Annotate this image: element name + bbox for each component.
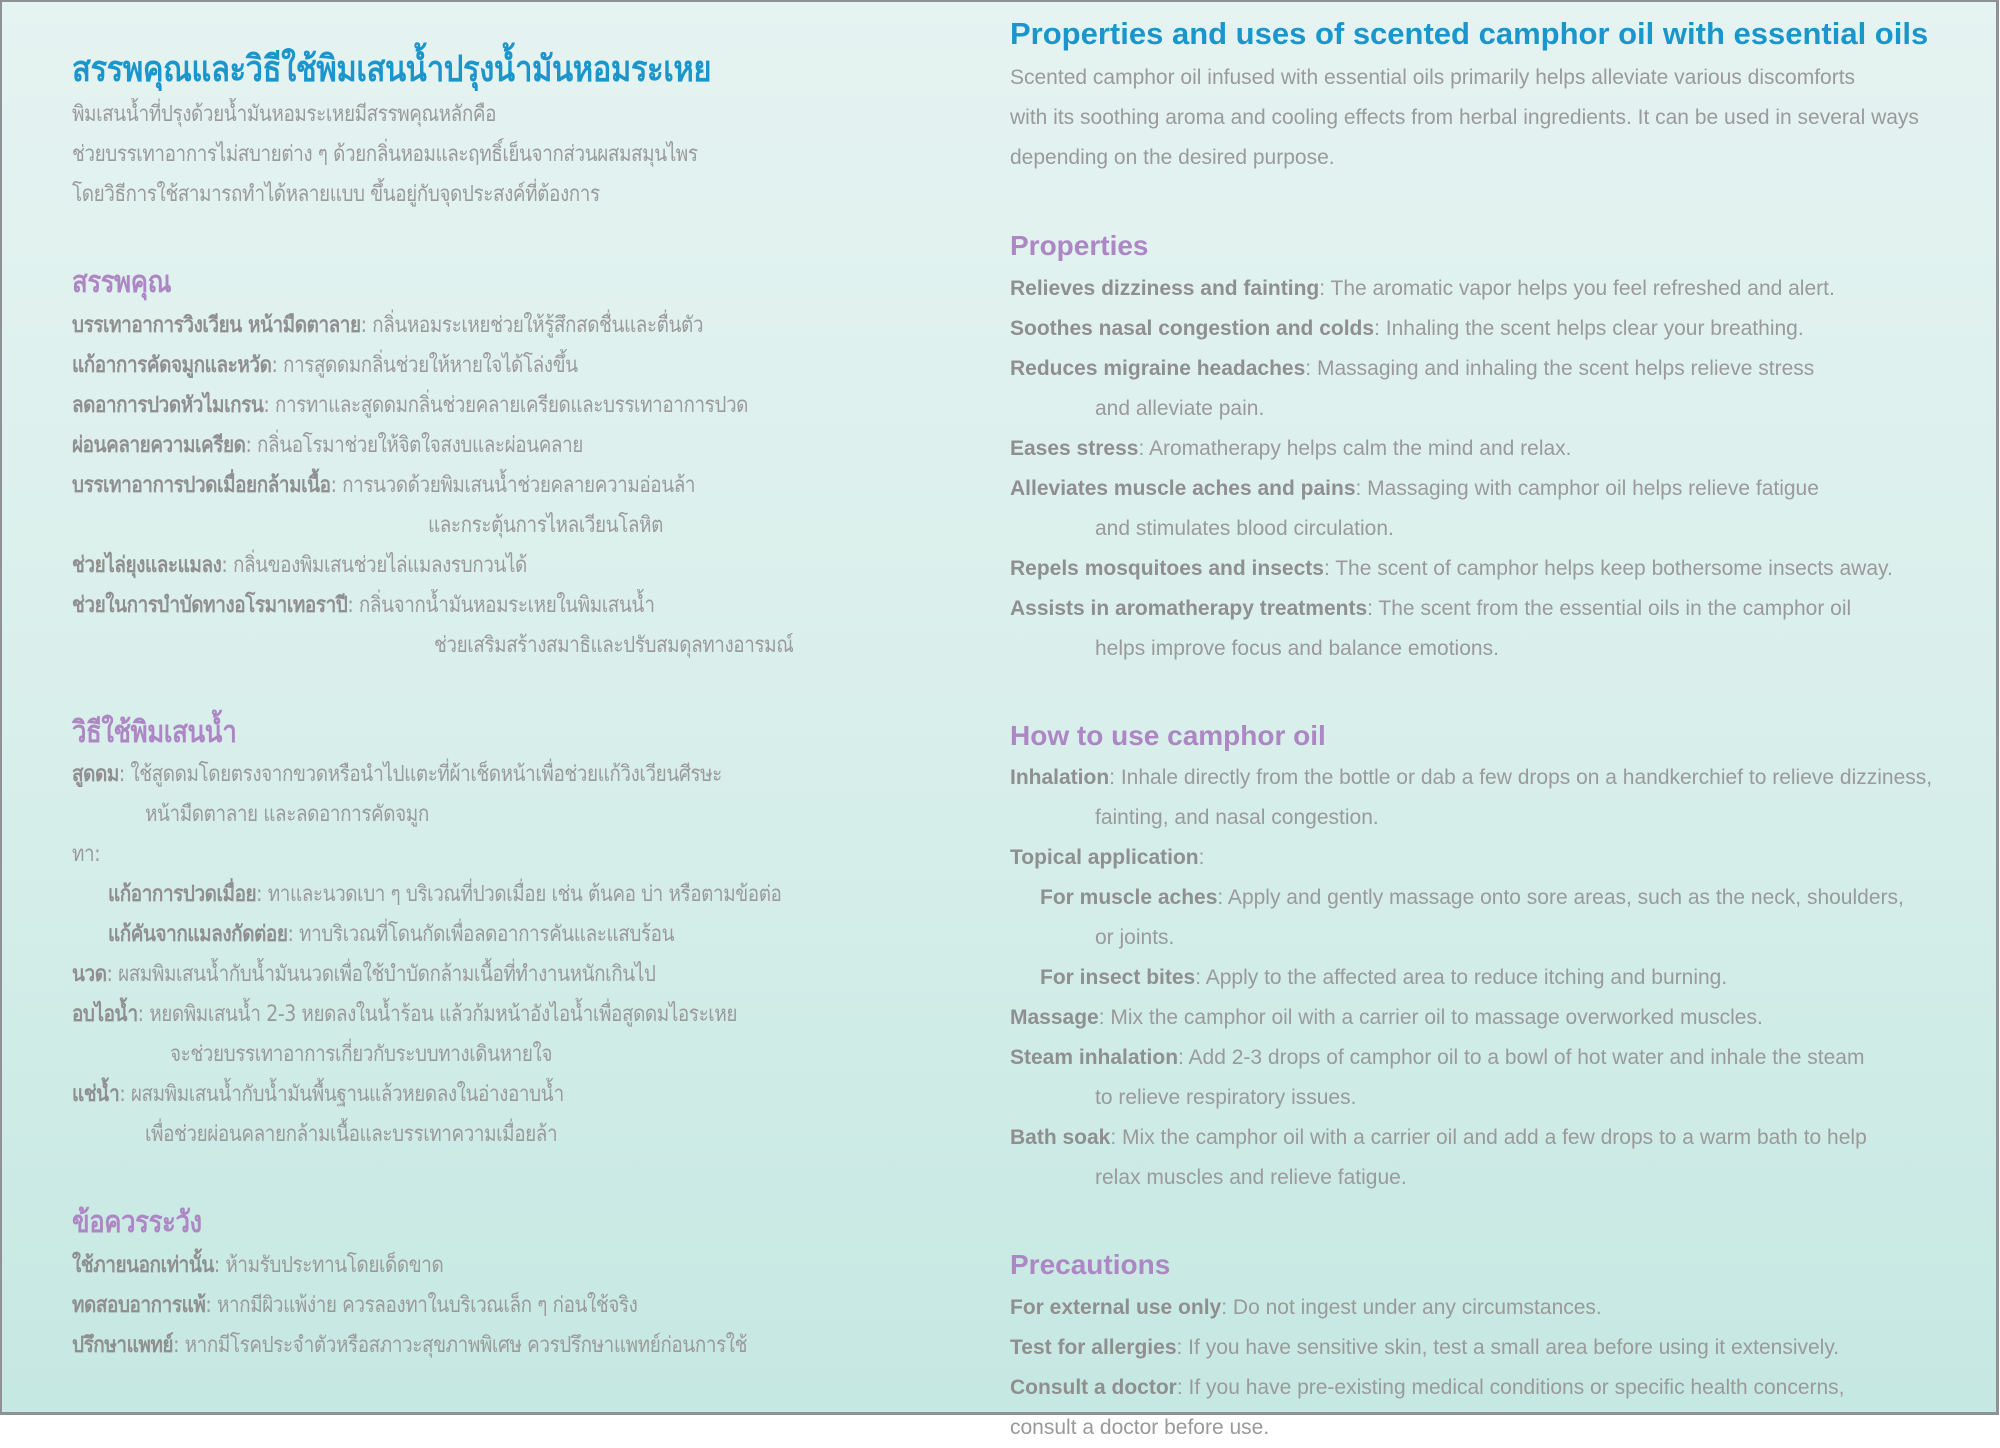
thai-usage-item: นวด: ผสมพิมเสนน้ำกับน้ำมันนวดเพื่อใช้บำบัดกล้ามเนื้อที่ทำงานหนักเกินไป <box>72 962 656 987</box>
thai-property-continuation: ช่วยเสริมสร้างสมาธิและปรับสมดุลทางอารมณ์ <box>434 633 794 658</box>
thai-property-item: ผ่อนคลายความเครียด: กลิ่นอโรมาช่วยให้จิตใจสงบและผ่อนคลาย <box>72 433 583 458</box>
english-property-item: Repels mosquitoes and insects: The scent of camphor helps keep bothersome insects away. <box>1010 557 1893 580</box>
english-property-item: Relieves dizziness and fainting: The aromatic vapor helps you feel refreshed and alert. <box>1010 277 1835 300</box>
english-usage-continuation: or joints. <box>1095 926 1175 949</box>
english-usage-item: Topical application: <box>1010 846 1205 869</box>
english-property-item: Eases stress: Aromatherapy helps calm the mind and relax. <box>1010 437 1572 460</box>
thai-usage-subitem: แก้อาการปวดเมื่อย: ทาและนวดเบา ๆ บริเวณที่ปวดเมื่อย เช่น ต้นคอ บ่า หรือตามข้อต่อ <box>108 882 782 907</box>
thai-property-item: ช่วยในการบำบัดทางอโรมาเทอราปี: กลิ่นจากน้ำมันหอมระเหยในพิมเสนน้ำ <box>72 593 655 618</box>
thai-property-item: แก้อาการคัดจมูกและหวัด: การสูดดมกลิ่นช่วยให้หายใจได้โล่งขึ้น <box>72 353 578 378</box>
english-property-continuation: helps improve focus and balance emotions. <box>1095 637 1499 660</box>
english-precaution-item: Consult a doctor: If you have pre-existing medical conditions or specific health concerns, <box>1010 1376 1845 1399</box>
english-usage-item: Inhalation: Inhale directly from the bottle or dab a few drops on a handkerchief to relieve dizziness, <box>1010 766 1933 789</box>
english-usage-item: Massage: Mix the camphor oil with a carrier oil to massage overworked muscles. <box>1010 1006 1763 1029</box>
english-title: Properties and uses of scented camphor oil with essential oils <box>1010 16 1929 51</box>
thai-property-continuation: และกระตุ้นการไหลเวียนโลหิต <box>428 513 663 538</box>
thai-intro-line: ช่วยบรรเทาอาการไม่สบายต่าง ๆ ด้วยกลิ่นหอมและฤทธิ์เย็นจากส่วนผสมสมุนไพร <box>72 142 698 167</box>
thai-intro-line: โดยวิธีการใช้สามารถทำได้หลายแบบ ขึ้นอยู่กับจุดประสงค์ที่ต้องการ <box>72 182 600 207</box>
thai-usage-item: สูดดม: ใช้สูดดมโดยตรงจากขวดหรือนำไปแตะที่ผ้าเช็ดหน้าเพื่อช่วยแก้วิงเวียนศีรษะ <box>72 762 722 787</box>
english-property-item: Assists in aromatherapy treatments: The scent from the essential oils in the camphor oil <box>1010 597 1852 620</box>
english-property-item: Reduces migraine headaches: Massaging and inhaling the scent helps relieve stress <box>1010 357 1815 380</box>
english-property-continuation: and stimulates blood circulation. <box>1095 517 1394 540</box>
english-precaution-item: Test for allergies: If you have sensitive skin, test a small area before using it extensively. <box>1010 1336 1840 1359</box>
english-usage-continuation: relax muscles and relieve fatigue. <box>1095 1166 1407 1189</box>
english-usage-continuation: fainting, and nasal congestion. <box>1095 806 1379 829</box>
english-property-item: Soothes nasal congestion and colds: Inhaling the scent helps clear your breathing. <box>1010 317 1804 340</box>
thai-usage-item: อบไอน้ำ: หยดพิมเสนน้ำ 2-3 หยดลงในน้ำร้อน แล้วก้มหน้าอังไอน้ำเพื่อสูดดมไอระเหย <box>72 1002 738 1027</box>
thai-property-item: ลดอาการปวดหัวไมเกรน: การทาและสูดดมกลิ่นช่วยคลายเครียดและบรรเทาอาการปวด <box>72 393 749 418</box>
english-intro-line: Scented camphor oil infused with essential oils primarily helps alleviate various discomforts <box>1010 66 1856 89</box>
thai-usage-item: แช่น้ำ: ผสมพิมเสนน้ำกับน้ำมันพื้นฐานแล้วหยดลงในอ่างอาบน้ำ <box>72 1082 564 1107</box>
thai-property-item: บรรเทาอาการวิงเวียน หน้ามืดตาลาย: กลิ่นหอมระเหยช่วยให้รู้สึกสดชื่นและตื่นตัว <box>72 313 704 338</box>
english-intro-line: depending on the desired purpose. <box>1010 146 1335 169</box>
english-usage-subitem: For muscle aches: Apply and gently massage onto sore areas, such as the neck, shoulders, <box>1040 886 1904 909</box>
thai-usage-heading: วิธีใช้พิมเสนน้ำ <box>72 715 237 750</box>
thai-property-item: ช่วยไล่ยุงและแมลง: กลิ่นของพิมเสนช่วยไล่แมลงรบกวนได้ <box>72 553 527 578</box>
english-usage-subitem: For insect bites: Apply to the affected area to reduce itching and burning. <box>1040 966 1728 989</box>
thai-usage-item: ทา: <box>72 842 101 867</box>
english-property-continuation: and alleviate pain. <box>1095 397 1265 420</box>
english-usage-item: Bath soak: Mix the camphor oil with a carrier oil and add a few drops to a warm bath to help <box>1010 1126 1867 1149</box>
english-usage-continuation: to relieve respiratory issues. <box>1095 1086 1357 1109</box>
thai-precautions-heading: ข้อควรระวัง <box>72 1205 202 1240</box>
english-properties-heading: Properties <box>1010 230 1149 261</box>
thai-title: สรรพคุณและวิธีใช้พิมเสนน้ำปรุงน้ำมันหอมระเหย <box>72 49 712 90</box>
english-precaution-item: For external use only: Do not ingest under any circumstances. <box>1010 1296 1602 1319</box>
english-intro-line: with its soothing aroma and cooling effects from herbal ingredients. It can be used in several ways <box>1010 106 1919 129</box>
english-usage-heading: How to use camphor oil <box>1010 720 1326 751</box>
thai-precaution-item: ใช้ภายนอกเท่านั้น: ห้ามรับประทานโดยเด็ดขาด <box>72 1253 444 1278</box>
thai-intro-line: พิมเสนน้ำที่ปรุงด้วยน้ำมันหอมระเหยมีสรรพคุณหลักคือ <box>72 102 497 127</box>
english-usage-item: Steam inhalation: Add 2-3 drops of camphor oil to a bowl of hot water and inhale the steam <box>1010 1046 1865 1069</box>
thai-usage-continuation: เพื่อช่วยผ่อนคลายกล้ามเนื้อและบรรเทาความเมื่อยล้า <box>145 1122 558 1147</box>
thai-property-item: บรรเทาอาการปวดเมื่อยกล้ามเนื้อ: การนวดด้วยพิมเสนน้ำช่วยคลายความอ่อนล้า <box>72 473 696 498</box>
thai-usage-subitem: แก้คันจากแมลงกัดต่อย: ทาบริเวณที่โดนกัดเพื่อลดอาการคันและแสบร้อน <box>108 922 675 947</box>
thai-properties-heading: สรรพคุณ <box>72 265 172 300</box>
thai-usage-continuation: หน้ามืดตาลาย และลดอาการคัดจมูก <box>145 802 429 827</box>
english-property-item: Alleviates muscle aches and pains: Massaging with camphor oil helps relieve fatigue <box>1010 477 1819 500</box>
english-precautions-heading: Precautions <box>1010 1249 1171 1280</box>
english-precaution-continuation: consult a doctor before use. <box>1010 1416 1270 1439</box>
thai-precaution-item: ทดสอบอาการแพ้: หากมีผิวแพ้ง่าย ควรลองทาในบริเวณเล็ก ๆ ก่อนใช้จริง <box>72 1293 638 1318</box>
thai-usage-continuation: จะช่วยบรรเทาอาการเกี่ยวกับระบบทางเดินหายใจ <box>170 1042 552 1067</box>
thai-precaution-item: ปรึกษาแพทย์: หากมีโรคประจำตัวหรือสภาวะสุขภาพพิเศษ ควรปรึกษาแพทย์ก่อนการใช้ <box>72 1333 748 1358</box>
